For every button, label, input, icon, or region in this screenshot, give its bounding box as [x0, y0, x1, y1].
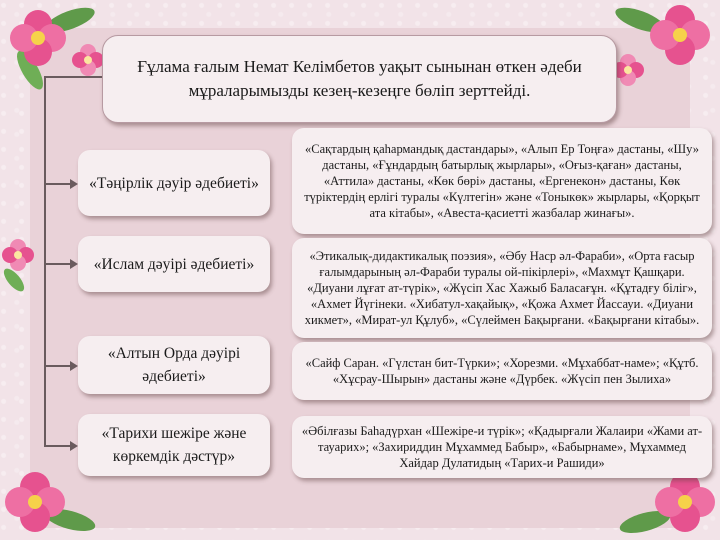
flower-icon: [600, 0, 720, 95]
connector-period-4: [44, 445, 70, 447]
connector-title: [44, 76, 102, 78]
connector-trunk: [44, 76, 46, 446]
period-name: «Тарихи шежіре және көркемдік дәстүр»: [78, 414, 270, 476]
period-name: «Ислам дәуірі әдебиеті»: [78, 236, 270, 292]
flower-icon: [0, 230, 40, 300]
arrow-icon: [70, 259, 78, 269]
connector-period-2: [44, 263, 70, 265]
connector-period-3: [44, 365, 70, 367]
period-description: «Этикалық-дидактикалық поэзия», «Әбу Наср әл-Фараби», «Орта ғасыр ғалымдарының әл-Фараби туралы ой-пікірлері», «Махмұт Қашқари. «Диуани лұғат ат-түрік», «Жүсіп Хас Хажыб Баласағұн. «Құтадғу біліг», «Ахмет Йүгінеки. «Хибатул-хақайық», «Қожа Ахмет Йассауи. «Диуани хикмет», «Мират-ул Құлуб», «Сүлеймен Бақырғани. «Бақырғани кітабы».: [292, 238, 712, 338]
flower-icon: [0, 0, 110, 95]
arrow-icon: [70, 361, 78, 371]
period-name: «Алтын Орда дәуірі әдебиеті»: [78, 336, 270, 394]
period-name: «Тәңірлік дәуір әдебиеті»: [78, 150, 270, 216]
period-description: «Сайф Саран. «Гүлстан бит-Түрки»; «Хорезми. «Мұхаббат-наме»; «Құтб. «Хұсрау-Шырын» дастаны және «Дүрбек. «Жүсіп пен Зылиха»: [292, 342, 712, 400]
arrow-icon: [70, 441, 78, 451]
period-description: «Сақтардың қаһармандық дастандары», «Алып Ер Тоңға» дастаны, «Шу» дастаны, «Ғұндардың батырлық жырлары», «Оғыз-қаған» дастаны, «Аттила» дастаны, «Көк бөрі» дастаны, «Ергенекон» дастаны, Көк түріктердің ерлігі туралы «Күлтегін» және «Тоныкөк» жырлары, «Қорқыт ата кітабы», «Авеста-қасиетті жазбалар жинағы».: [292, 128, 712, 234]
period-description: «Әбілғазы Баһадүрхан «Шежіре-и түрік»; «Қадырғали Жалаири «Жами ат- тауарих»; «Захириддин Мұхаммед Бабыр», «Бабырнаме», Мұхаммед Хайдар Дулатидың «Тарих-и Рашиди»: [292, 416, 712, 478]
connector-period-1: [44, 183, 70, 185]
diagram-title: Ғұлама ғалым Немат Келімбетов уақыт сынынан өткен әдеби мұраларымызды кезең-кезеңге бөліп зерттейді.: [102, 35, 617, 123]
arrow-icon: [70, 179, 78, 189]
